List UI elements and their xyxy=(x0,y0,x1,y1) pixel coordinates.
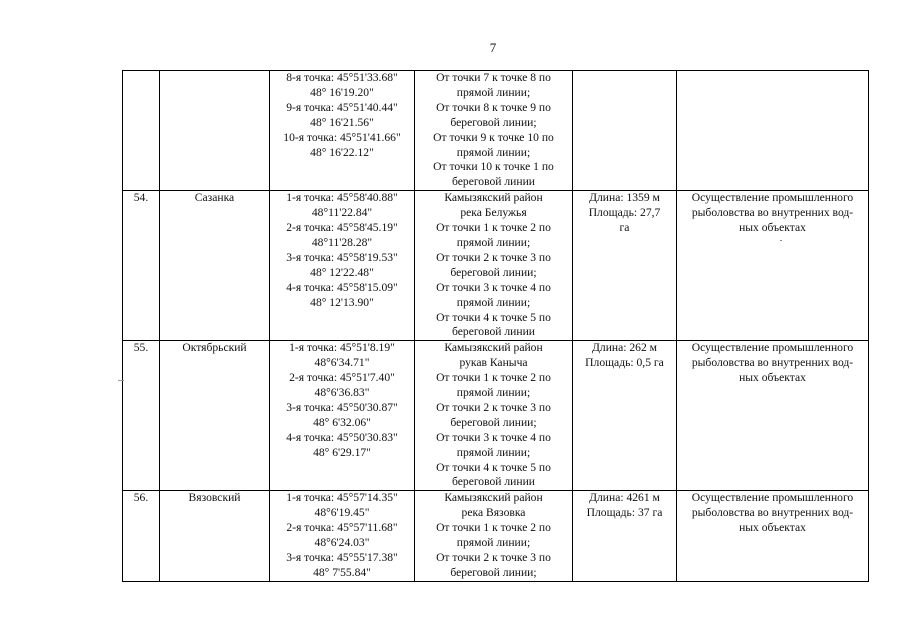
usage-purpose-line: Осуществление промышленного xyxy=(691,191,854,205)
coordinates-line: 48° 12'22.48" xyxy=(310,265,374,279)
coordinates-cell xyxy=(270,71,415,191)
coordinates-line: 2-я точка: 45°51'7.40" xyxy=(289,371,395,385)
location-description-line: От точки 9 к точке 10 по xyxy=(433,130,554,144)
table-row xyxy=(123,491,869,581)
coordinates-line: 3-я точка: 45°55'17.38" xyxy=(286,551,398,564)
location-description-cell xyxy=(415,71,573,191)
area-size-line: Площадь: 37 га xyxy=(586,506,663,520)
row-number-cell: 54. xyxy=(123,191,160,341)
location-description-line: река Белужья xyxy=(460,206,527,220)
coordinates-line: 3-я точка: 45°50'30.87" xyxy=(286,400,398,414)
coordinates-line: 48°11'28.28" xyxy=(311,235,373,249)
area-name-cell xyxy=(160,71,270,191)
usage-purpose-line: Осуществление промышленного xyxy=(691,341,854,355)
location-description-line: береговой линии; xyxy=(450,565,537,579)
coordinates-line: 48° 12'13.90" xyxy=(310,295,374,309)
table-row xyxy=(123,71,869,191)
location-description-line: От точки 1 к точке 2 по xyxy=(436,521,551,535)
coordinates-line: 4-я точка: 45°50'30.83" xyxy=(286,430,398,444)
usage-purpose-line: Осуществление промышленного xyxy=(691,491,854,505)
usage-purpose-line: ных объектах xyxy=(739,371,806,385)
coordinates-line: 48° 7'55.84" xyxy=(313,565,371,579)
location-description-line: прямой линии; xyxy=(456,386,531,400)
coordinates-line: 48°6'19.45" xyxy=(314,506,370,520)
location-description-line: От точки 10 к точке 1 по xyxy=(433,160,554,174)
location-description-line: От точки 2 к точке 3 по xyxy=(436,551,551,564)
location-description-line: прямой линии; xyxy=(456,85,531,99)
coordinates-line: 48°6'36.83" xyxy=(314,386,370,400)
coordinates-line: 48° 16'22.12" xyxy=(310,145,374,159)
row-number-cell: 56. xyxy=(123,491,160,581)
location-description-line: От точки 4 к точке 5 по xyxy=(436,460,551,474)
area-size-line: Длина: 1359 м xyxy=(589,191,660,205)
fishing-areas-table xyxy=(122,70,869,582)
usage-purpose-line: ных объектах xyxy=(739,221,806,235)
area-name-cell: Октябрьский xyxy=(160,341,270,491)
area-name-cell: Вязовский xyxy=(160,491,270,581)
location-description-line: От точки 1 к точке 2 по xyxy=(436,221,551,235)
location-description-line: прямой линии; xyxy=(456,295,531,309)
margin-mark xyxy=(118,380,124,381)
location-description-line: прямой линии; xyxy=(456,145,531,159)
coordinates-line: 8-я точка: 45°51'33.68" xyxy=(286,71,398,84)
coordinates-line: 48° 16'19.20" xyxy=(310,85,374,99)
location-description-line: От точки 4 к точке 5 по xyxy=(436,310,551,324)
location-description-line: От точки 8 к точке 9 по xyxy=(436,100,551,114)
usage-purpose-cell xyxy=(677,491,869,581)
coordinates-line: 48°6'34.71" xyxy=(314,356,370,370)
coordinates-cell xyxy=(270,341,415,491)
location-description-line: Камызякский район xyxy=(444,191,543,205)
location-description-line: Камызякский район xyxy=(444,341,543,355)
area-size-line: Площадь: 27,7 xyxy=(588,206,661,220)
location-description-line: береговой линии; xyxy=(450,265,537,279)
usage-purpose-line: рыболовства во внутренних вод- xyxy=(691,506,854,520)
usage-purpose-cell xyxy=(677,71,869,191)
coordinates-line: 9-я точка: 45°51'40.44" xyxy=(286,100,398,114)
location-description-line: береговой линии; xyxy=(450,115,537,129)
location-description-line: прямой линии; xyxy=(456,536,531,550)
area-name-cell: Сазанка xyxy=(160,191,270,341)
area-size-line: га xyxy=(619,221,630,235)
location-description-line: береговой линии xyxy=(452,325,535,339)
location-description-line: От точки 7 к точке 8 по xyxy=(436,71,551,84)
area-size-line: Длина: 4261 м xyxy=(589,491,660,505)
row-number-cell xyxy=(123,71,160,191)
scan-dot xyxy=(780,240,782,241)
location-description-cell xyxy=(415,491,573,581)
area-size-cell xyxy=(573,341,677,491)
coordinates-cell xyxy=(270,191,415,341)
coordinates-cell xyxy=(270,491,415,581)
coordinates-line: 2-я точка: 45°57'11.68" xyxy=(286,521,398,535)
usage-purpose-cell xyxy=(677,341,869,491)
location-description-line: От точки 2 к точке 3 по xyxy=(436,250,551,264)
coordinates-line: 1-я точка: 45°57'14.35" xyxy=(286,491,398,505)
location-description-line: От точки 2 к точке 3 по xyxy=(436,400,551,414)
usage-purpose-line: рыболовства во внутренних вод- xyxy=(691,206,854,220)
area-size-cell xyxy=(573,491,677,581)
area-size-line: Длина: 262 м xyxy=(592,341,657,355)
location-description-line: река Вязовка xyxy=(461,506,526,520)
location-description-line: От точки 3 к точке 4 по xyxy=(436,280,551,294)
location-description-line: рукав Каныча xyxy=(459,356,528,370)
location-description-line: береговой линии; xyxy=(450,415,537,429)
table-row xyxy=(123,191,869,341)
coordinates-line: 48°6'24.03" xyxy=(314,536,370,550)
location-description-line: береговой линии xyxy=(452,175,535,189)
location-description-line: От точки 1 к точке 2 по xyxy=(436,371,551,385)
location-description-line: прямой линии; xyxy=(456,445,531,459)
page-number: 7 xyxy=(489,40,497,55)
coordinates-line: 48° 6'29.17" xyxy=(313,445,371,459)
coordinates-line: 1-я точка: 45°58'40.88" xyxy=(286,191,398,205)
area-size-cell xyxy=(573,191,677,341)
location-description-line: Камызякский район xyxy=(444,491,543,505)
area-size-line: Площадь: 0,5 га xyxy=(585,356,664,370)
coordinates-line: 48° 16'21.56" xyxy=(310,115,374,129)
location-description-cell xyxy=(415,191,573,341)
coordinates-line: 4-я точка: 45°58'15.09" xyxy=(286,280,398,294)
area-size-cell xyxy=(573,71,677,191)
usage-purpose-line: рыболовства во внутренних вод- xyxy=(691,356,854,370)
location-description-line: береговой линии xyxy=(452,475,535,489)
coordinates-line: 1-я точка: 45°51'8.19" xyxy=(289,341,395,355)
location-description-cell xyxy=(415,341,573,491)
location-description-line: прямой линии; xyxy=(456,235,531,249)
coordinates-line: 3-я точка: 45°58'19.53" xyxy=(286,250,398,264)
coordinates-line: 2-я точка: 45°58'45.19" xyxy=(286,221,398,235)
row-number-cell: 55. xyxy=(123,341,160,491)
location-description-line: От точки 3 к точке 4 по xyxy=(436,430,551,444)
usage-purpose-line: ных объектах xyxy=(739,521,806,535)
coordinates-line: 48° 6'32.06" xyxy=(313,415,371,429)
coordinates-line: 10-я точка: 45°51'41.66" xyxy=(283,130,401,144)
usage-purpose-cell xyxy=(677,191,869,341)
table-row xyxy=(123,341,869,491)
coordinates-line: 48°11'22.84" xyxy=(311,206,373,220)
